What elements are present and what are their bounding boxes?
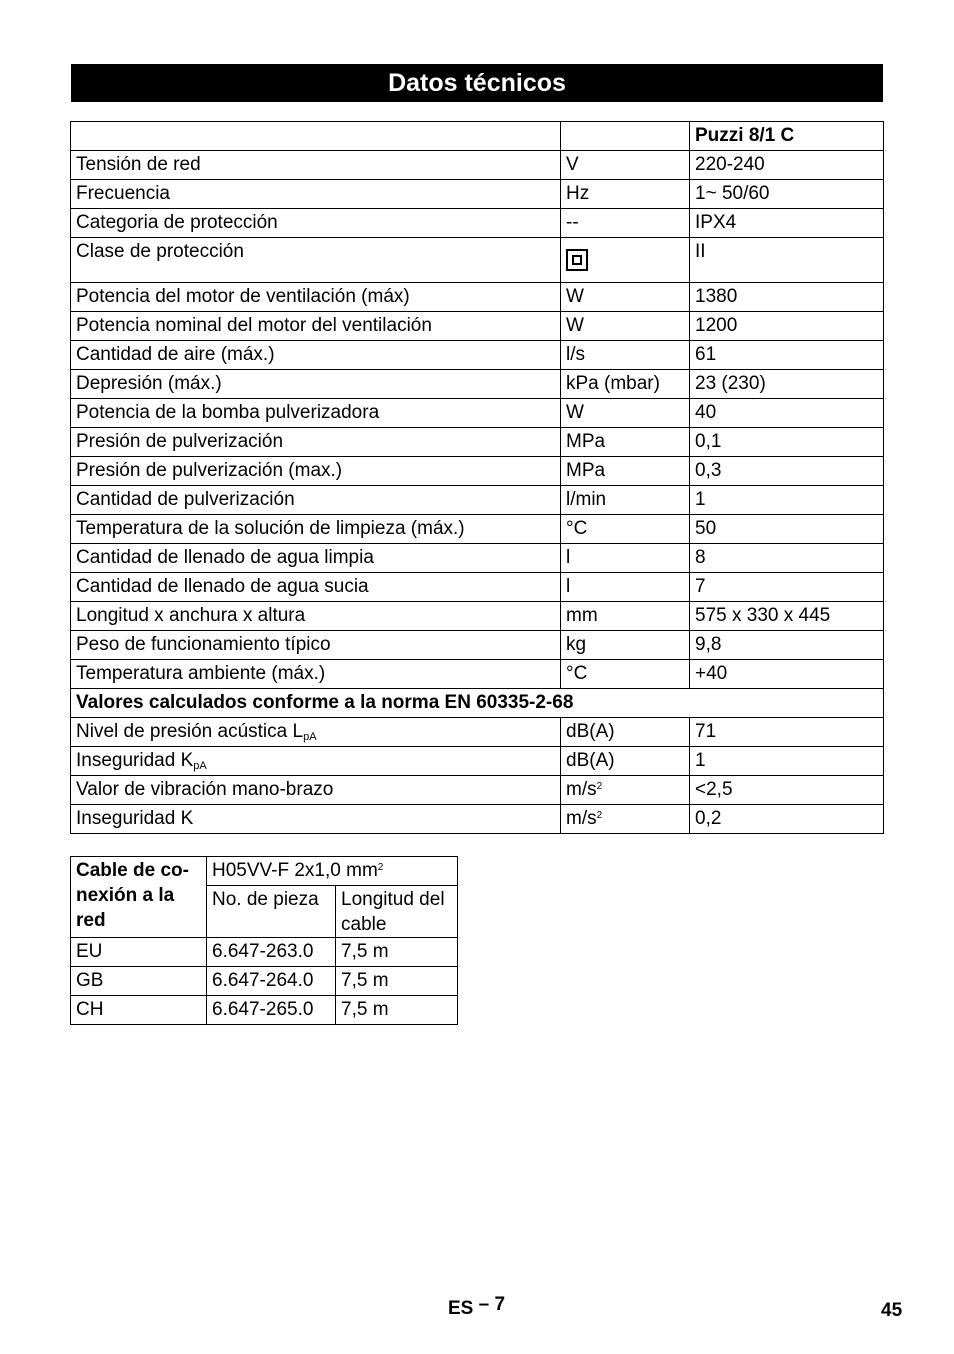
table-row	[71, 238, 884, 283]
table-row	[71, 544, 884, 573]
spec-value: +40	[690, 660, 884, 689]
table-row	[71, 967, 458, 996]
cable-header-row	[71, 857, 458, 886]
spec-value: 1~ 50/60	[690, 180, 884, 209]
cable-length: 7,5 m	[336, 996, 458, 1025]
spec-value: 9,8	[690, 631, 884, 660]
spec-value: 0,3	[690, 457, 884, 486]
spec-label: Temperatura ambiente (máx.)	[71, 660, 561, 689]
spec-value: 1200	[690, 312, 884, 341]
cable-spec-sup: 2	[377, 862, 384, 873]
spec-label: Frecuencia	[71, 180, 561, 209]
spec-value: 61	[690, 341, 884, 370]
spec-value: 7	[690, 573, 884, 602]
spec-label	[71, 805, 561, 834]
spec-value: II	[690, 238, 884, 283]
spec-value: 71	[690, 718, 884, 747]
spec-label	[71, 718, 561, 747]
spec-label: Cantidad de llenado de agua limpia	[71, 544, 561, 573]
spec-unit	[561, 805, 690, 834]
table-row	[71, 209, 884, 238]
table-row	[71, 631, 884, 660]
spec-unit: W	[561, 312, 690, 341]
table-row	[71, 312, 884, 341]
spec-unit	[561, 718, 690, 747]
spec-label: Cantidad de llenado de agua sucia	[71, 573, 561, 602]
spec-value: 575 x 330 x 445	[690, 602, 884, 631]
table-row	[71, 747, 884, 776]
protection-class-ii-icon	[566, 249, 588, 271]
spec-unit: l/min	[561, 486, 690, 515]
spec-unit-sup: 2	[596, 810, 603, 821]
spec-value: 1380	[690, 283, 884, 312]
spec-unit: l	[561, 544, 690, 573]
spec-label: Cantidad de aire (máx.)	[71, 341, 561, 370]
spec-unit: MPa	[561, 428, 690, 457]
spec-label: Potencia nominal del motor del ventilación	[71, 312, 561, 341]
cable-region: GB	[71, 967, 207, 996]
cable-region: EU	[71, 938, 207, 967]
table-row	[71, 515, 884, 544]
spec-unit: W	[561, 283, 690, 312]
cable-length: 7,5 m	[336, 967, 458, 996]
technical-data-table	[70, 121, 884, 834]
spec-value: 40	[690, 399, 884, 428]
spec-label: Depresión (máx.)	[71, 370, 561, 399]
spec-label-text: Inseguridad K	[76, 808, 194, 829]
table-row	[71, 486, 884, 515]
table-row	[71, 399, 884, 428]
spec-unit: l	[561, 573, 690, 602]
spec-value: 220-240	[690, 151, 884, 180]
spec-unit: °C	[561, 515, 690, 544]
table-row	[71, 341, 884, 370]
cable-spec	[207, 857, 458, 886]
spec-unit	[561, 747, 690, 776]
spec-unit-text: dB(A)	[566, 721, 615, 742]
spec-unit-sup: 2	[596, 781, 603, 792]
spec-value: 1	[690, 747, 884, 776]
col-length-header: Longitud del cable	[336, 886, 458, 938]
spec-unit: mm	[561, 602, 690, 631]
spec-unit: --	[561, 209, 690, 238]
spec-unit: W	[561, 399, 690, 428]
spec-unit: Hz	[561, 180, 690, 209]
spec-label: Longitud x anchura x altura	[71, 602, 561, 631]
header-empty-cell	[561, 122, 690, 151]
spec-label: Cantidad de pulverización	[71, 486, 561, 515]
spec-unit: V	[561, 151, 690, 180]
spec-label: Presión de pulverización (max.)	[71, 457, 561, 486]
cable-table	[70, 856, 458, 1025]
spec-label-text: Valor de vibración mano-brazo	[76, 779, 334, 800]
table-row	[71, 776, 884, 805]
spec-value: 23 (230)	[690, 370, 884, 399]
page-number: 45	[881, 1300, 903, 1321]
spec-value: 8	[690, 544, 884, 573]
spec-value: 50	[690, 515, 884, 544]
table-row	[71, 660, 884, 689]
cable-length: 7,5 m	[336, 938, 458, 967]
table-row	[71, 573, 884, 602]
cable-part-number: 6.647-263.0	[207, 938, 336, 967]
table-row	[71, 457, 884, 486]
cable-spec-text: H05VV-F 2x1,0 mm	[212, 860, 378, 881]
table-row	[71, 151, 884, 180]
spec-label: Temperatura de la solución de limpieza (máx.)	[71, 515, 561, 544]
spec-label-text: Inseguridad K	[76, 750, 194, 771]
spec-value: <2,5	[690, 776, 884, 805]
spec-unit: MPa	[561, 457, 690, 486]
table-row	[71, 283, 884, 312]
spec-value: IPX4	[690, 209, 884, 238]
spec-unit: kg	[561, 631, 690, 660]
spec-unit: °C	[561, 660, 690, 689]
spec-label: Peso de funcionamiento típico	[71, 631, 561, 660]
spec-label	[71, 747, 561, 776]
table-header-row	[71, 122, 884, 151]
spec-unit	[561, 238, 690, 283]
spec-value: 0,2	[690, 805, 884, 834]
table-row	[71, 718, 884, 747]
spec-value: 1	[690, 486, 884, 515]
spec-unit-text: m/s	[566, 808, 597, 829]
spec-label-sub: pA	[303, 731, 317, 743]
table-row	[71, 805, 884, 834]
spec-label: Potencia del motor de ventilación (máx)	[71, 283, 561, 312]
model-name: Puzzi 8/1 C	[690, 122, 884, 151]
spec-value: 0,1	[690, 428, 884, 457]
spec-label	[71, 776, 561, 805]
table-row	[71, 180, 884, 209]
footer-section-number: – 7	[478, 1294, 506, 1315]
spec-label: Categoria de protección	[71, 209, 561, 238]
spec-label: Potencia de la bomba pulverizadora	[71, 399, 561, 428]
spec-label: Tensión de red	[71, 151, 561, 180]
spec-unit-text: dB(A)	[566, 750, 615, 771]
page-title: Datos técnicos	[71, 64, 883, 102]
spec-unit: kPa (mbar)	[561, 370, 690, 399]
footer-section	[448, 1294, 506, 1320]
spec-unit	[561, 776, 690, 805]
spec-unit-text: m/s	[566, 779, 597, 800]
cable-part-number: 6.647-265.0	[207, 996, 336, 1025]
col-part-header: No. de pieza	[207, 886, 336, 938]
table-row	[71, 428, 884, 457]
header-empty-cell	[71, 122, 561, 151]
table-row	[71, 938, 458, 967]
cable-region: CH	[71, 996, 207, 1025]
table-row	[71, 370, 884, 399]
table-row	[71, 602, 884, 631]
cable-part-number: 6.647-264.0	[207, 967, 336, 996]
footer-lang: ES	[448, 1298, 474, 1319]
spec-label-sub: pA	[193, 760, 207, 772]
spec-label-text: Nivel de presión acústica L	[76, 721, 304, 742]
cable-header: Cable de co-nexión a la red	[71, 857, 207, 938]
spec-label: Clase de protección	[71, 238, 561, 283]
section-header: Valores calculados conforme a la norma EN 60335-2-68	[71, 689, 884, 718]
spec-label: Presión de pulverización	[71, 428, 561, 457]
section-header-row	[71, 689, 884, 718]
table-row	[71, 996, 458, 1025]
spec-unit: l/s	[561, 341, 690, 370]
